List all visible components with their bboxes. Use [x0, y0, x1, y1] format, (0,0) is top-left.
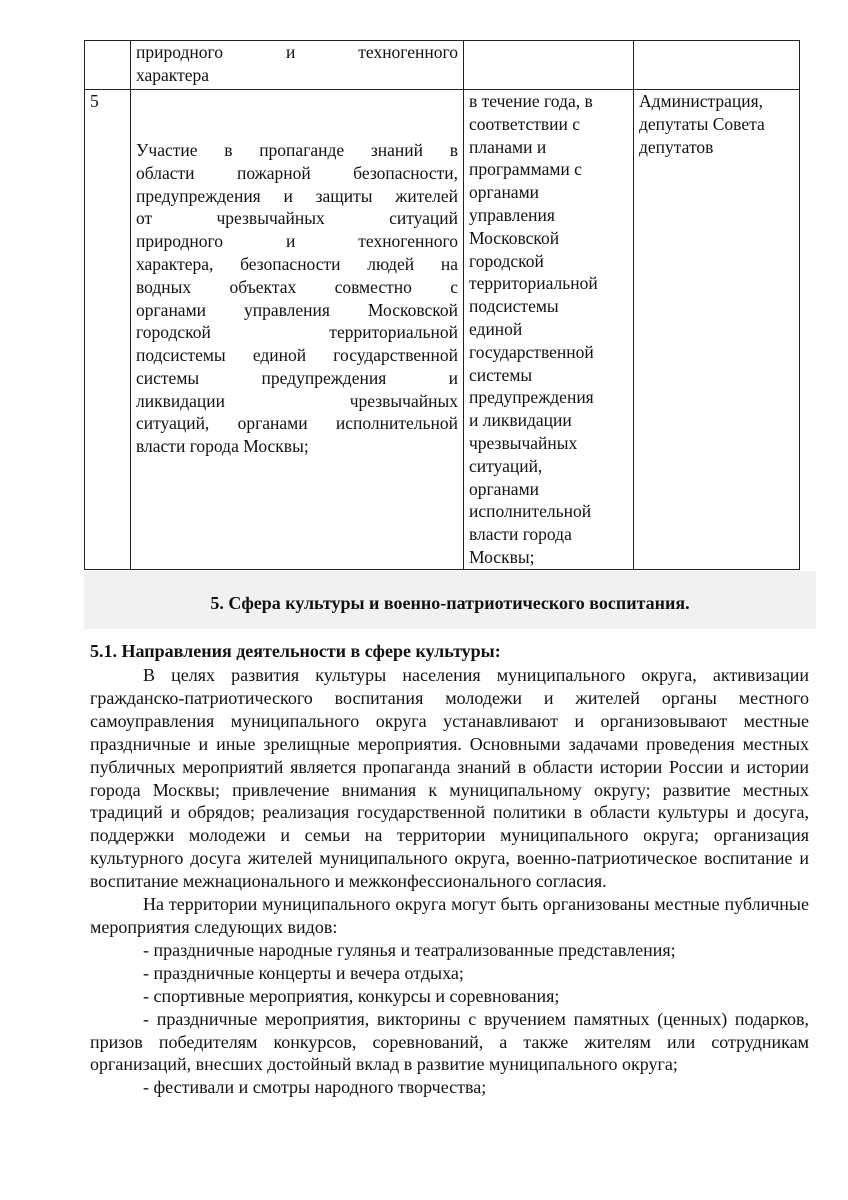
deadline-line: в течение года, в — [469, 91, 593, 111]
measure-line: природного и техногенного — [136, 231, 458, 252]
list-item: - праздничные мероприятия, викторины с вручением памятных (ценных) подарков, призов победителям конкурсов, соревнований, а также жителям или сотрудникам организаций, внесших достойный вклад в развитие муниципального округа; — [90, 1008, 809, 1075]
measure-line: природного и техногенного — [136, 42, 458, 62]
deadline-line: соответствии с — [469, 113, 581, 134]
measure-line: от чрезвычайных ситуаций — [136, 208, 458, 229]
list-item: - праздничные народные гулянья и театрализованные представления; — [143, 939, 676, 960]
list-item: - спортивные мероприятия, конкурсы и соревнования; — [143, 985, 560, 1006]
row-number-cell: 5 — [85, 90, 131, 570]
measure-line: предупреждения и защиты жителей — [136, 185, 458, 206]
table-row — [85, 90, 800, 570]
deadline-line: единой — [469, 318, 523, 339]
deadline-cell — [464, 90, 634, 570]
measure-line: области пожарной безопасности, — [136, 162, 458, 183]
measure-line: подсистемы единой государственной — [136, 345, 458, 366]
measure-line: органами управления Московской — [136, 299, 458, 320]
subsection-title: 5.1. Направления деятельности в сфере культуры: — [90, 641, 501, 661]
responsible-line: депутатов — [639, 136, 714, 157]
responsible-line: Администрация, — [639, 91, 764, 111]
measure-line: водных объектах совместно с — [136, 276, 458, 297]
deadline-line: территориальной — [469, 273, 598, 294]
list-item: - праздничные концерты и вечера отдыха; — [143, 962, 464, 983]
deadline-line: программами с — [469, 159, 582, 180]
measure-line: Участие в пропаганде знаний в — [136, 139, 458, 160]
section-title: 5. Сфера культуры и военно-патриотического воспитания. — [210, 593, 690, 613]
deadline-line: планами и — [469, 136, 547, 157]
deadline-line: городской — [469, 250, 544, 271]
deadline-line: органами — [469, 182, 540, 203]
deadline-line: государственной — [469, 341, 594, 362]
deadline-line: исполнительной — [469, 501, 592, 522]
measures-table — [84, 40, 800, 570]
deadline-line: и ликвидации — [469, 410, 572, 431]
measure-line: ликвидации чрезвычайных — [136, 390, 458, 411]
deadline-line: Москвы; — [469, 546, 535, 567]
deadline-line: органами — [469, 478, 540, 499]
paragraph: В целях развития культуры населения муниципального округа, активизации гражданско-патриотического воспитания молодежи и жителей органы местного самоуправления муниципального округа устанавливают и организовывают местные праздничные и иные зрелищные мероприятия. Основными задачами проведения местных публичных мероприятий является пропаганда знаний в области истории России и истории города Москвы; привлечение внимания к муниципальному округу; развитие местных традиций и обрядов; реализация государственной политики в области культуры и досуга, поддержки молодежи и семьи на территории муниципального округа; организация культурного досуга жителей муниципального округа, военно-патриотическое воспитание и воспитание межнационального и межконфессионального согласия. — [90, 665, 809, 892]
responsible-line: депутаты Совета — [639, 113, 765, 134]
deadline-line: власти города — [469, 524, 572, 545]
deadline-line: Московской — [469, 227, 560, 248]
measure-cell — [131, 41, 464, 90]
measure-line: городской территориальной — [136, 322, 458, 343]
responsible-cell — [634, 41, 800, 90]
measure-line: характера — [136, 64, 210, 85]
list-item: - фестивали и смотры народного творчества; — [143, 1077, 487, 1098]
deadline-line: подсистемы — [469, 296, 559, 317]
responsible-cell — [634, 90, 800, 570]
deadline-line: ситуаций, — [469, 455, 543, 476]
measure-line: характера, безопасности людей на — [136, 253, 458, 274]
table-row — [85, 41, 800, 90]
measure-line: системы предупреждения и — [136, 367, 458, 388]
measure-line: ситуаций, органами исполнительной — [136, 413, 458, 434]
deadline-line: системы — [469, 364, 533, 385]
deadline-cell — [464, 41, 634, 90]
row-number-cell — [85, 41, 131, 90]
deadline-line: управления — [469, 204, 555, 225]
deadline-line: предупреждения — [469, 387, 594, 408]
deadline-line: чрезвычайных — [469, 432, 578, 453]
measure-line: власти города Москвы; — [136, 436, 309, 457]
measure-cell — [131, 90, 464, 570]
section-body — [90, 664, 809, 1099]
paragraph: На территории муниципального округа могут быть организованы местные публичные мероприятия следующих видов: — [90, 894, 809, 937]
